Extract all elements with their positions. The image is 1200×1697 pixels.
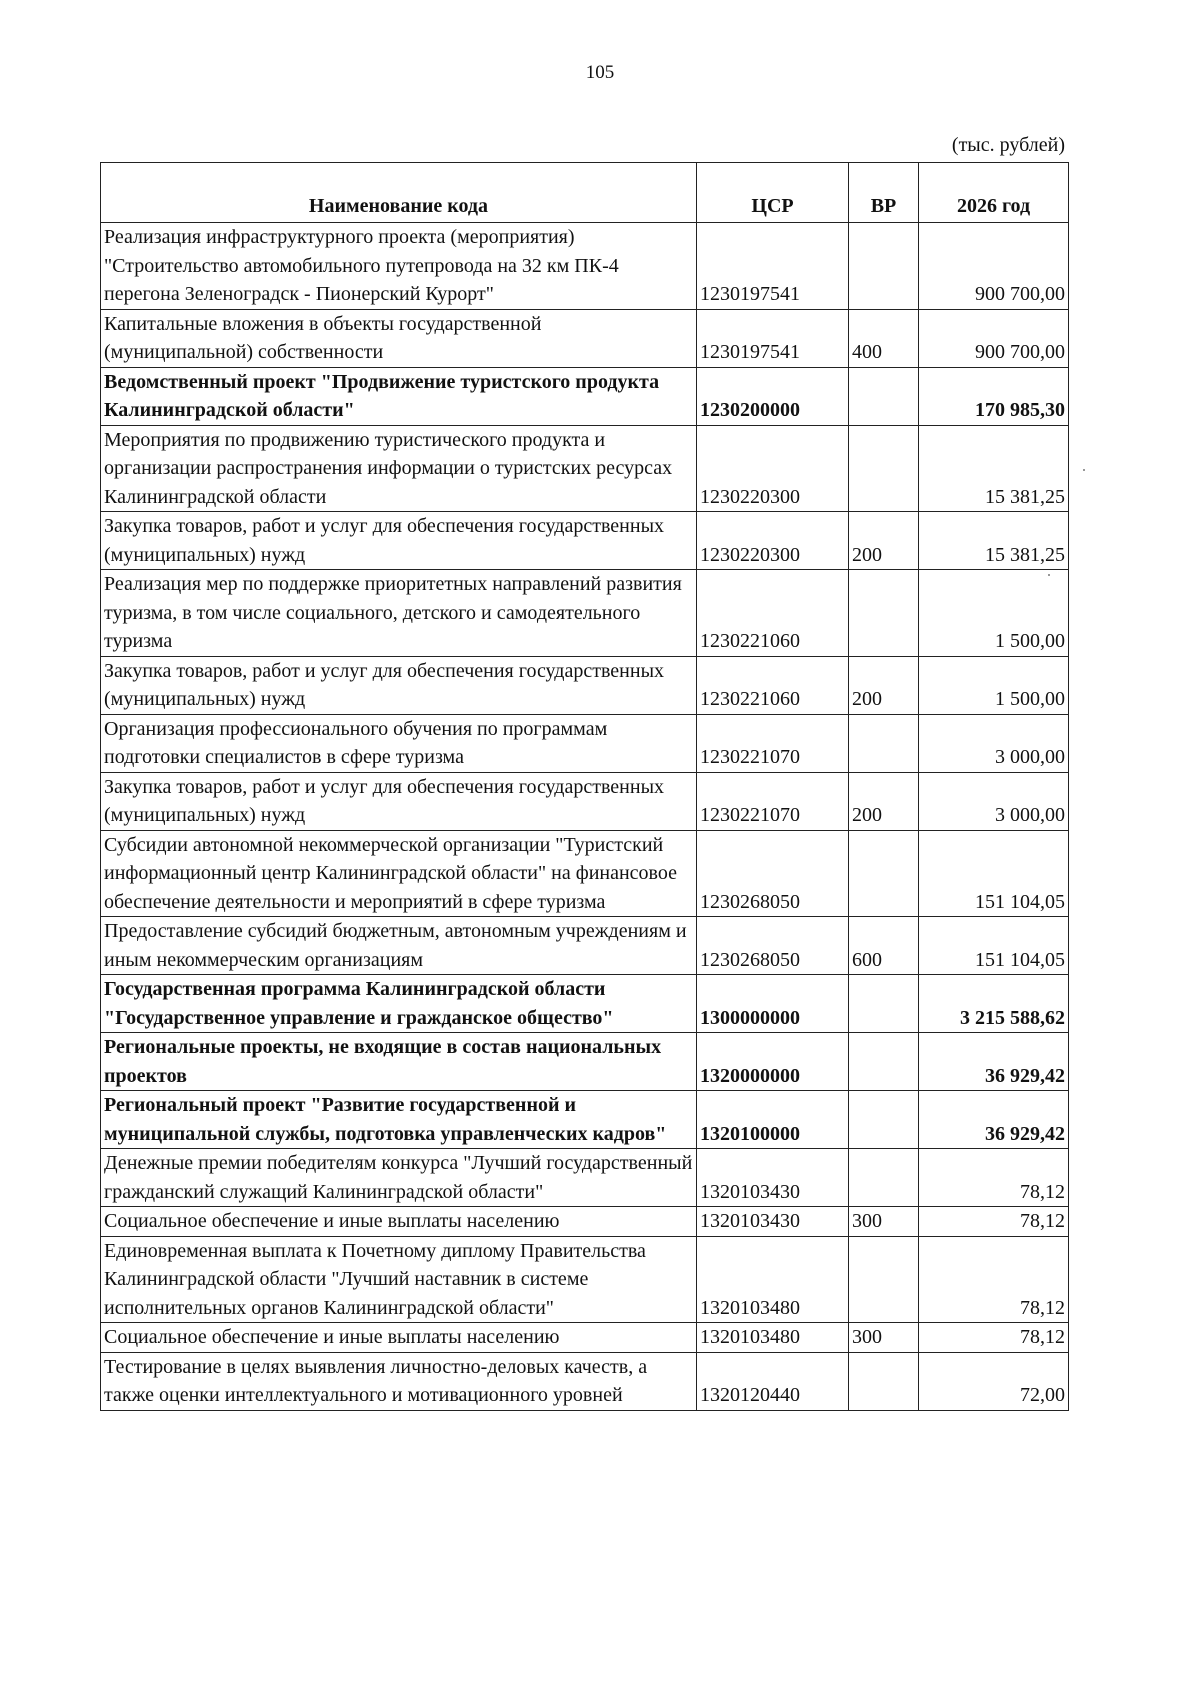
cell-sum: 900 700,00 <box>919 309 1069 367</box>
table-row <box>101 1207 1069 1237</box>
table-row <box>101 975 1069 1033</box>
cell-csr: 1320103480 <box>697 1236 849 1323</box>
cell-name: Реализация мер по поддержке приоритетных направлений развития туризма, в том числе социального, детского и самодеятельного туризма <box>101 570 697 657</box>
cell-name: Социальное обеспечение и иные выплаты населению <box>101 1323 697 1353</box>
cell-vr: 200 <box>849 512 919 570</box>
cell-sum: 78,12 <box>919 1207 1069 1237</box>
cell-vr <box>849 223 919 310</box>
cell-sum: 1 500,00 <box>919 656 1069 714</box>
cell-sum: 78,12 <box>919 1236 1069 1323</box>
cell-csr: 1230221070 <box>697 772 849 830</box>
scan-speck <box>1048 574 1050 576</box>
cell-csr: 1320100000 <box>697 1091 849 1149</box>
table-row <box>101 656 1069 714</box>
cell-vr <box>849 1091 919 1149</box>
cell-name: Ведомственный проект "Продвижение туристского продукта Калининградской области" <box>101 367 697 425</box>
budget-table <box>100 162 1069 1411</box>
header-vr: ВР <box>849 163 919 223</box>
table-row <box>101 1149 1069 1207</box>
cell-vr: 400 <box>849 309 919 367</box>
table-row <box>101 570 1069 657</box>
table-row <box>101 917 1069 975</box>
table-row <box>101 309 1069 367</box>
table-row <box>101 1323 1069 1353</box>
cell-vr <box>849 1033 919 1091</box>
table-row <box>101 772 1069 830</box>
header-csr: ЦСР <box>697 163 849 223</box>
cell-vr <box>849 570 919 657</box>
table-body <box>101 223 1069 1411</box>
cell-sum: 15 381,25 <box>919 512 1069 570</box>
cell-sum: 151 104,05 <box>919 830 1069 917</box>
cell-sum: 151 104,05 <box>919 917 1069 975</box>
cell-sum: 36 929,42 <box>919 1033 1069 1091</box>
table-row <box>101 714 1069 772</box>
cell-csr: 1230221070 <box>697 714 849 772</box>
cell-name: Предоставление субсидий бюджетным, автономным учреждениям и иным некоммерческим организациям <box>101 917 697 975</box>
cell-vr <box>849 975 919 1033</box>
cell-sum: 3 215 588,62 <box>919 975 1069 1033</box>
cell-sum: 1 500,00 <box>919 570 1069 657</box>
cell-csr: 1230220300 <box>697 512 849 570</box>
units-label: (тыс. рублей) <box>951 134 1065 156</box>
page-number: 105 <box>585 62 615 83</box>
table-row <box>101 425 1069 512</box>
cell-csr: 1320103480 <box>697 1323 849 1353</box>
cell-csr: 1230197541 <box>697 223 849 310</box>
cell-vr: 200 <box>849 656 919 714</box>
table-row <box>101 1236 1069 1323</box>
cell-vr <box>849 367 919 425</box>
cell-name: Закупка товаров, работ и услуг для обеспечения государственных (муниципальных) нужд <box>101 512 697 570</box>
cell-csr: 1230268050 <box>697 830 849 917</box>
table-row <box>101 830 1069 917</box>
cell-csr: 1230200000 <box>697 367 849 425</box>
cell-csr: 1320000000 <box>697 1033 849 1091</box>
cell-sum: 170 985,30 <box>919 367 1069 425</box>
table-row <box>101 1352 1069 1410</box>
cell-vr <box>849 425 919 512</box>
cell-name: Закупка товаров, работ и услуг для обеспечения государственных (муниципальных) нужд <box>101 772 697 830</box>
table-row <box>101 512 1069 570</box>
cell-name: Организация профессионального обучения по программам подготовки специалистов в сфере туризма <box>101 714 697 772</box>
table-row <box>101 223 1069 310</box>
table-row <box>101 367 1069 425</box>
cell-vr <box>849 830 919 917</box>
cell-csr: 1230221060 <box>697 570 849 657</box>
cell-csr: 1320103430 <box>697 1207 849 1237</box>
cell-name: Региональный проект "Развитие государственной и муниципальной службы, подготовка управленческих кадров" <box>101 1091 697 1149</box>
cell-sum: 72,00 <box>919 1352 1069 1410</box>
cell-name: Социальное обеспечение и иные выплаты населению <box>101 1207 697 1237</box>
cell-name: Государственная программа Калининградской области "Государственное управление и гражданское общество" <box>101 975 697 1033</box>
scan-speck <box>1083 469 1085 471</box>
cell-vr: 200 <box>849 772 919 830</box>
cell-name: Денежные премии победителям конкурса "Лучший государственный гражданский служащий Калининградской области" <box>101 1149 697 1207</box>
cell-name: Региональные проекты, не входящие в состав национальных проектов <box>101 1033 697 1091</box>
cell-csr: 1230268050 <box>697 917 849 975</box>
table-row <box>101 1091 1069 1149</box>
cell-csr: 1230197541 <box>697 309 849 367</box>
cell-vr <box>849 714 919 772</box>
cell-sum: 36 929,42 <box>919 1091 1069 1149</box>
cell-csr: 1320103430 <box>697 1149 849 1207</box>
cell-sum: 78,12 <box>919 1149 1069 1207</box>
cell-vr <box>849 1149 919 1207</box>
cell-name: Субсидии автономной некоммерческой организации "Туристский информационный центр Калининградской области" на финансовое обеспечение деятельности и мероприятий в сфере туризма <box>101 830 697 917</box>
cell-name: Закупка товаров, работ и услуг для обеспечения государственных (муниципальных) нужд <box>101 656 697 714</box>
cell-vr <box>849 1236 919 1323</box>
cell-name: Реализация инфраструктурного проекта (мероприятия) "Строительство автомобильного путепровода на 32 км ПК-4 перегона Зеленоградск - Пионерский Курорт" <box>101 223 697 310</box>
cell-sum: 78,12 <box>919 1323 1069 1353</box>
header-year: 2026 год <box>919 163 1069 223</box>
cell-name: Единовременная выплата к Почетному диплому Правительства Калининградской области "Лучший наставник в системе исполнительных органов Калининградской области" <box>101 1236 697 1323</box>
cell-csr: 1230220300 <box>697 425 849 512</box>
cell-sum: 900 700,00 <box>919 223 1069 310</box>
cell-sum: 3 000,00 <box>919 714 1069 772</box>
cell-vr: 300 <box>849 1323 919 1353</box>
table-row <box>101 1033 1069 1091</box>
cell-csr: 1300000000 <box>697 975 849 1033</box>
cell-csr: 1230221060 <box>697 656 849 714</box>
cell-vr: 600 <box>849 917 919 975</box>
cell-name: Мероприятия по продвижению туристического продукта и организации распространения информации о туристских ресурсах Калининградской области <box>101 425 697 512</box>
cell-vr <box>849 1352 919 1410</box>
table-header-row <box>101 163 1069 223</box>
cell-sum: 3 000,00 <box>919 772 1069 830</box>
cell-name: Капитальные вложения в объекты государственной (муниципальной) собственности <box>101 309 697 367</box>
cell-vr: 300 <box>849 1207 919 1237</box>
cell-csr: 1320120440 <box>697 1352 849 1410</box>
header-name: Наименование кода <box>101 163 697 223</box>
cell-name: Тестирование в целях выявления личностно-деловых качеств, а также оценки интеллектуального и мотивационного уровней <box>101 1352 697 1410</box>
cell-sum: 15 381,25 <box>919 425 1069 512</box>
